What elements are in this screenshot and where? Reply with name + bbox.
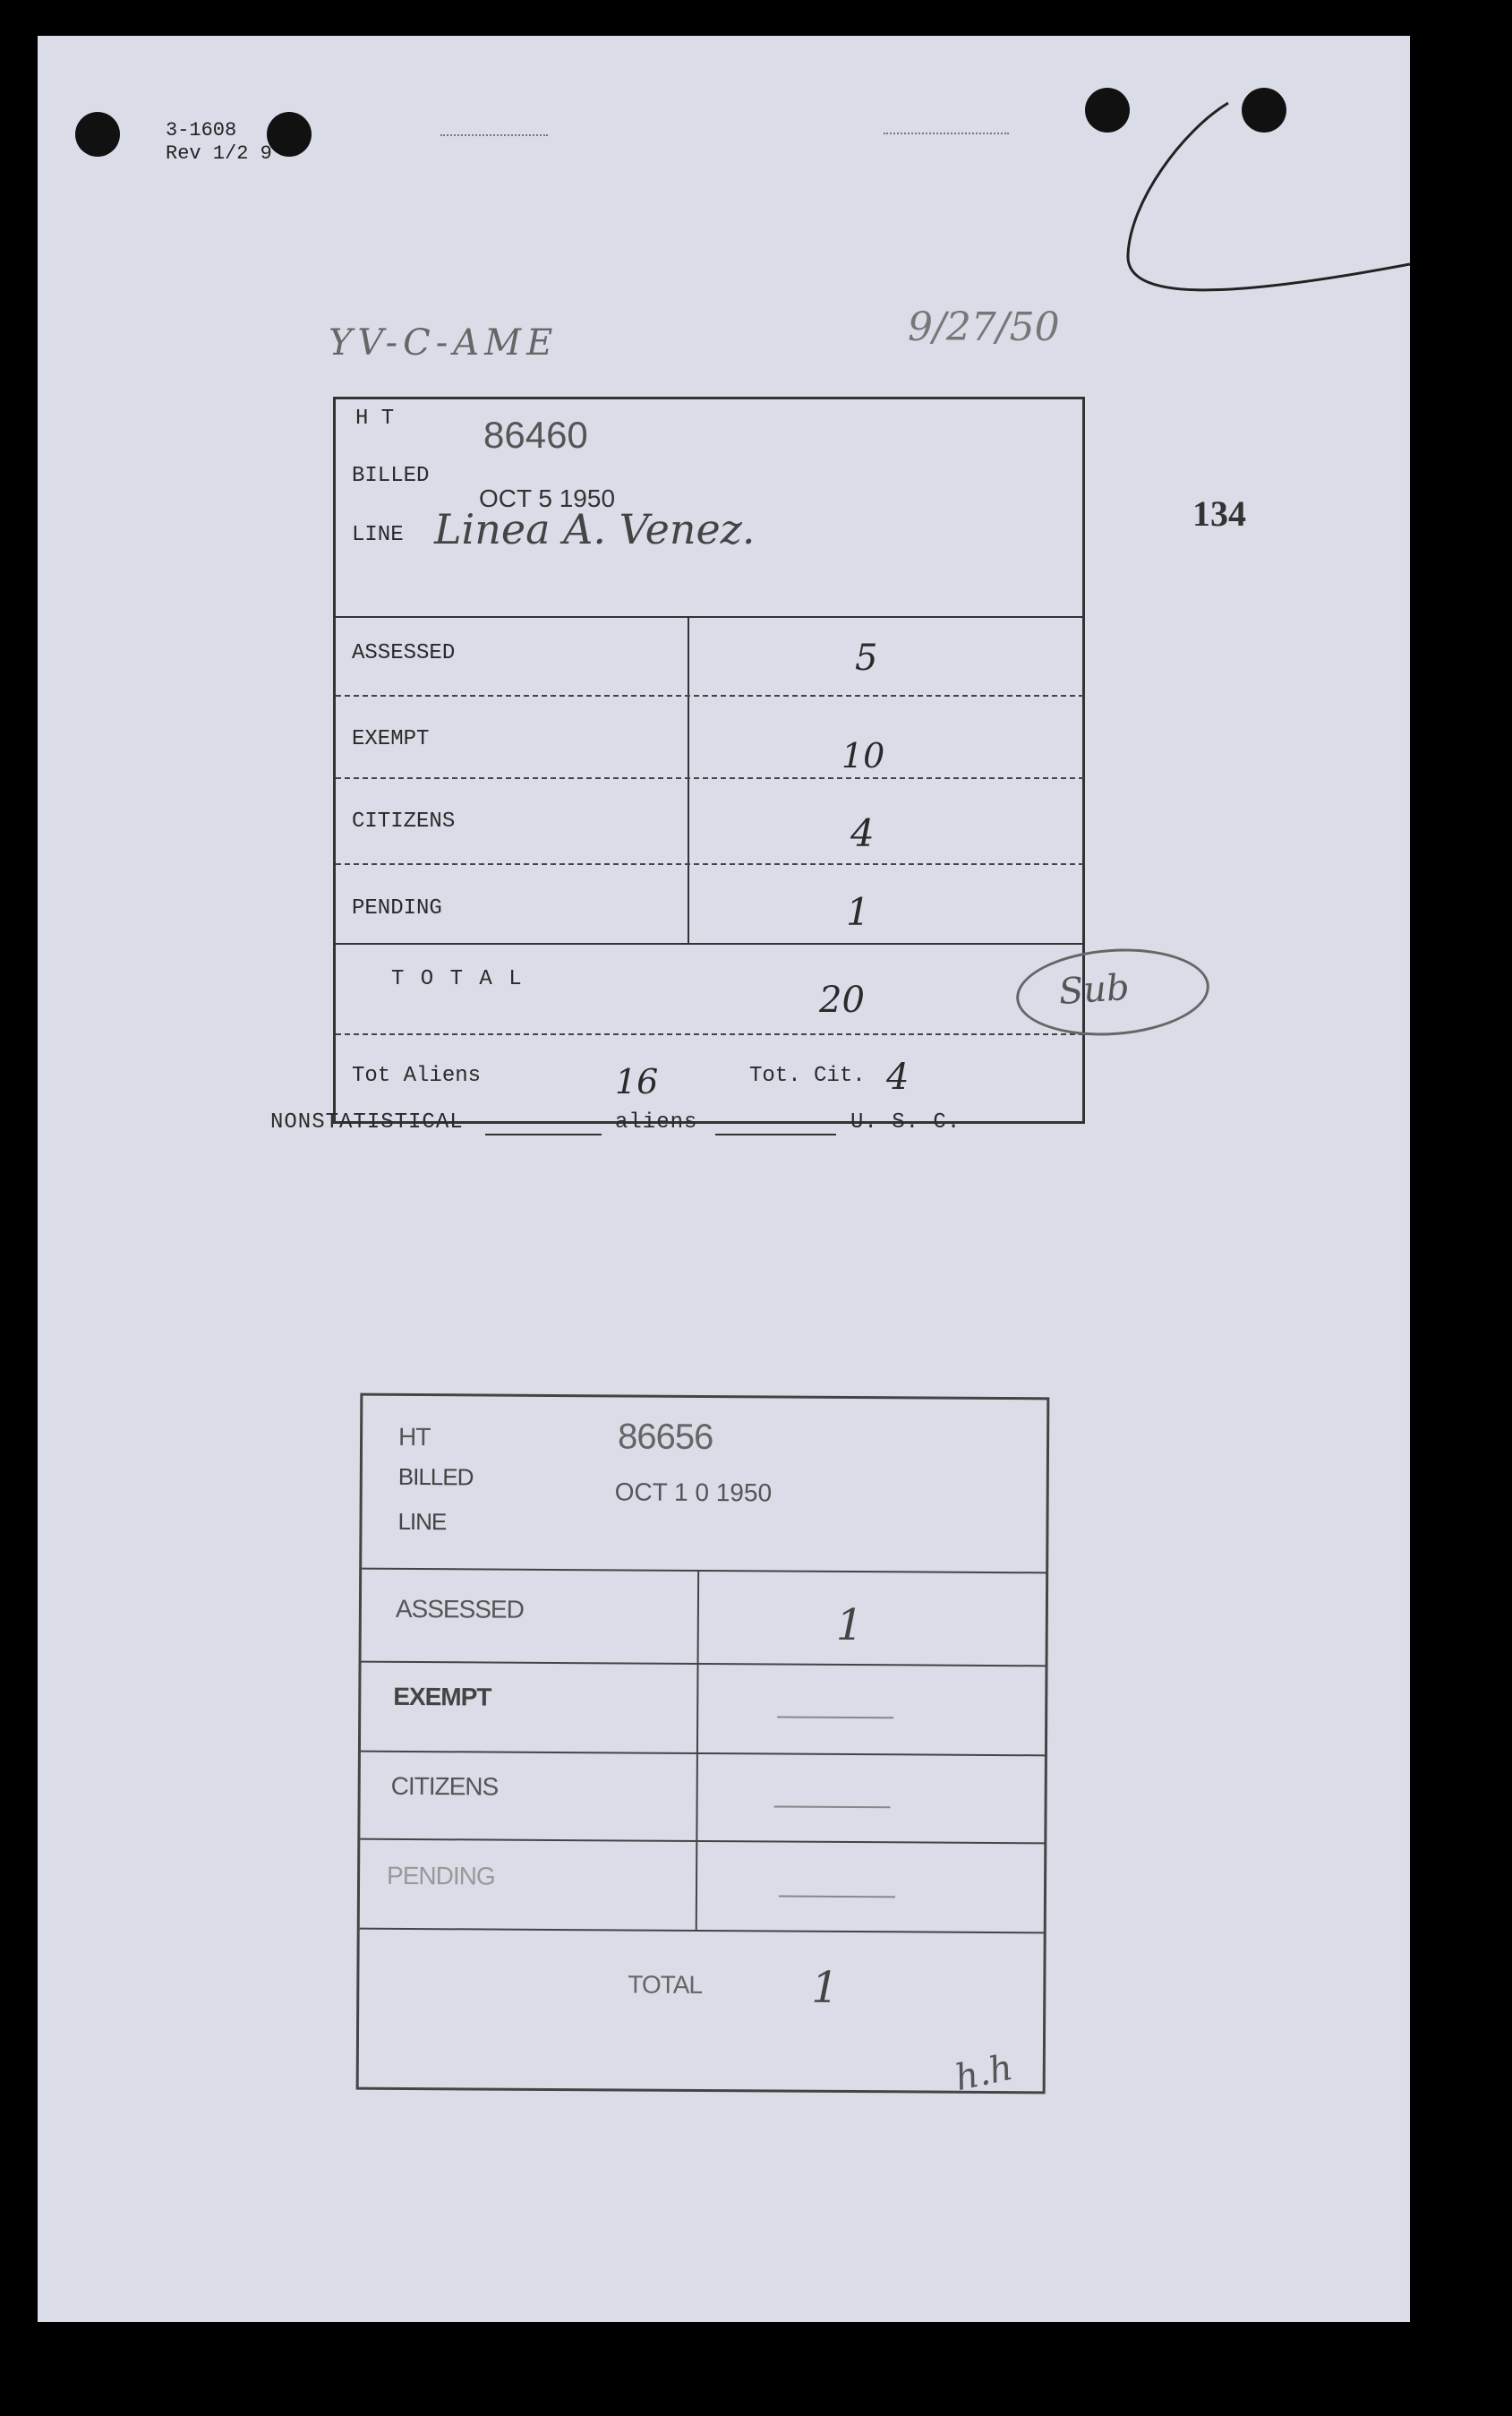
divider <box>336 695 1084 697</box>
tot-cit-label: Tot. Cit. <box>749 1064 866 1088</box>
nonstatistical-label: NONSTATISTICAL <box>270 1110 464 1135</box>
divider <box>336 863 1084 865</box>
ht-number: 86656 <box>617 1417 713 1458</box>
divider <box>336 777 1084 779</box>
dash-mark <box>774 1805 891 1808</box>
divider <box>336 943 1084 945</box>
total-label: TOTAL <box>628 1970 703 1999</box>
ht-label: HT <box>397 1422 431 1452</box>
punch-hole <box>75 112 120 157</box>
billed-label: BILLED <box>352 464 430 488</box>
usc-label: U. S. C. <box>850 1110 961 1135</box>
row-label-citizens: CITIZENS <box>390 1771 499 1801</box>
handwritten-date: 9/27/50 <box>908 304 1060 350</box>
ht-number: 86460 <box>483 414 588 456</box>
nonstatistical-line <box>270 1110 1076 1146</box>
form-code-line-1: 3-1608 <box>166 119 237 141</box>
document-page <box>38 36 1410 2322</box>
row-label-pending: PENDING <box>386 1861 495 1890</box>
ht-label: H T <box>355 407 395 431</box>
divider <box>688 616 689 943</box>
divider <box>361 1751 1046 1757</box>
billed-date: OCT 5 1950 <box>479 484 616 512</box>
divider <box>362 1568 1047 1574</box>
dash-mark <box>779 1896 895 1898</box>
total-value: 1 <box>811 1962 840 2013</box>
billed-date: OCT 1 0 1950 <box>614 1478 773 1507</box>
form-code-line-2: Rev 1/2 9 <box>166 142 272 165</box>
total-value: 20 <box>819 980 865 1021</box>
aliens-blank <box>485 1134 602 1135</box>
divider <box>362 1661 1047 1667</box>
usc-blank <box>715 1134 836 1135</box>
dash-mark <box>777 1717 893 1719</box>
divider <box>360 1838 1046 1845</box>
row-label-exempt: EXEMPT <box>352 727 430 751</box>
row-label-assessed: ASSESSED <box>352 641 456 665</box>
punch-hole <box>267 112 312 157</box>
line-signature: Linea A. Venez. <box>434 505 756 553</box>
row-label-exempt: EXEMPT <box>393 1682 491 1711</box>
handwritten-code: YV-C-AME <box>329 322 559 364</box>
dot-mark <box>884 133 1009 134</box>
tot-aliens-value: 16 <box>615 1062 659 1101</box>
form-code <box>166 119 272 166</box>
divider <box>336 616 1084 618</box>
dot-mark <box>440 134 548 136</box>
aliens-label: aliens <box>615 1110 698 1135</box>
pen-stroke-icon <box>1076 94 1410 327</box>
tot-cit-value: 4 <box>886 1057 910 1098</box>
line-label: LINE <box>397 1507 447 1536</box>
row-label-assessed: ASSESSED <box>395 1594 524 1624</box>
divider <box>696 1570 699 1930</box>
row-value-citizens: 4 <box>850 811 875 855</box>
first-count-stamp <box>333 397 1085 1124</box>
row-value-assessed: 5 <box>855 638 878 679</box>
row-value-assessed: 1 <box>835 1599 864 1651</box>
initials: h.h <box>951 2046 1017 2100</box>
circled-note-text: Sub <box>1057 966 1132 1014</box>
row-label-citizens: CITIZENS <box>352 810 456 834</box>
total-label: T O T A L <box>391 967 524 991</box>
line-label: LINE <box>352 523 404 547</box>
second-count-stamp <box>356 1393 1050 2095</box>
margin-page-number: 134 <box>1192 493 1246 534</box>
divider <box>336 1033 1084 1035</box>
divider <box>360 1928 1046 1934</box>
billed-label: BILLED <box>397 1462 474 1491</box>
row-value-exempt: 10 <box>841 736 885 775</box>
row-label-pending: PENDING <box>352 896 442 921</box>
row-value-pending: 1 <box>846 890 870 934</box>
tot-aliens-label: Tot Aliens <box>352 1064 482 1088</box>
